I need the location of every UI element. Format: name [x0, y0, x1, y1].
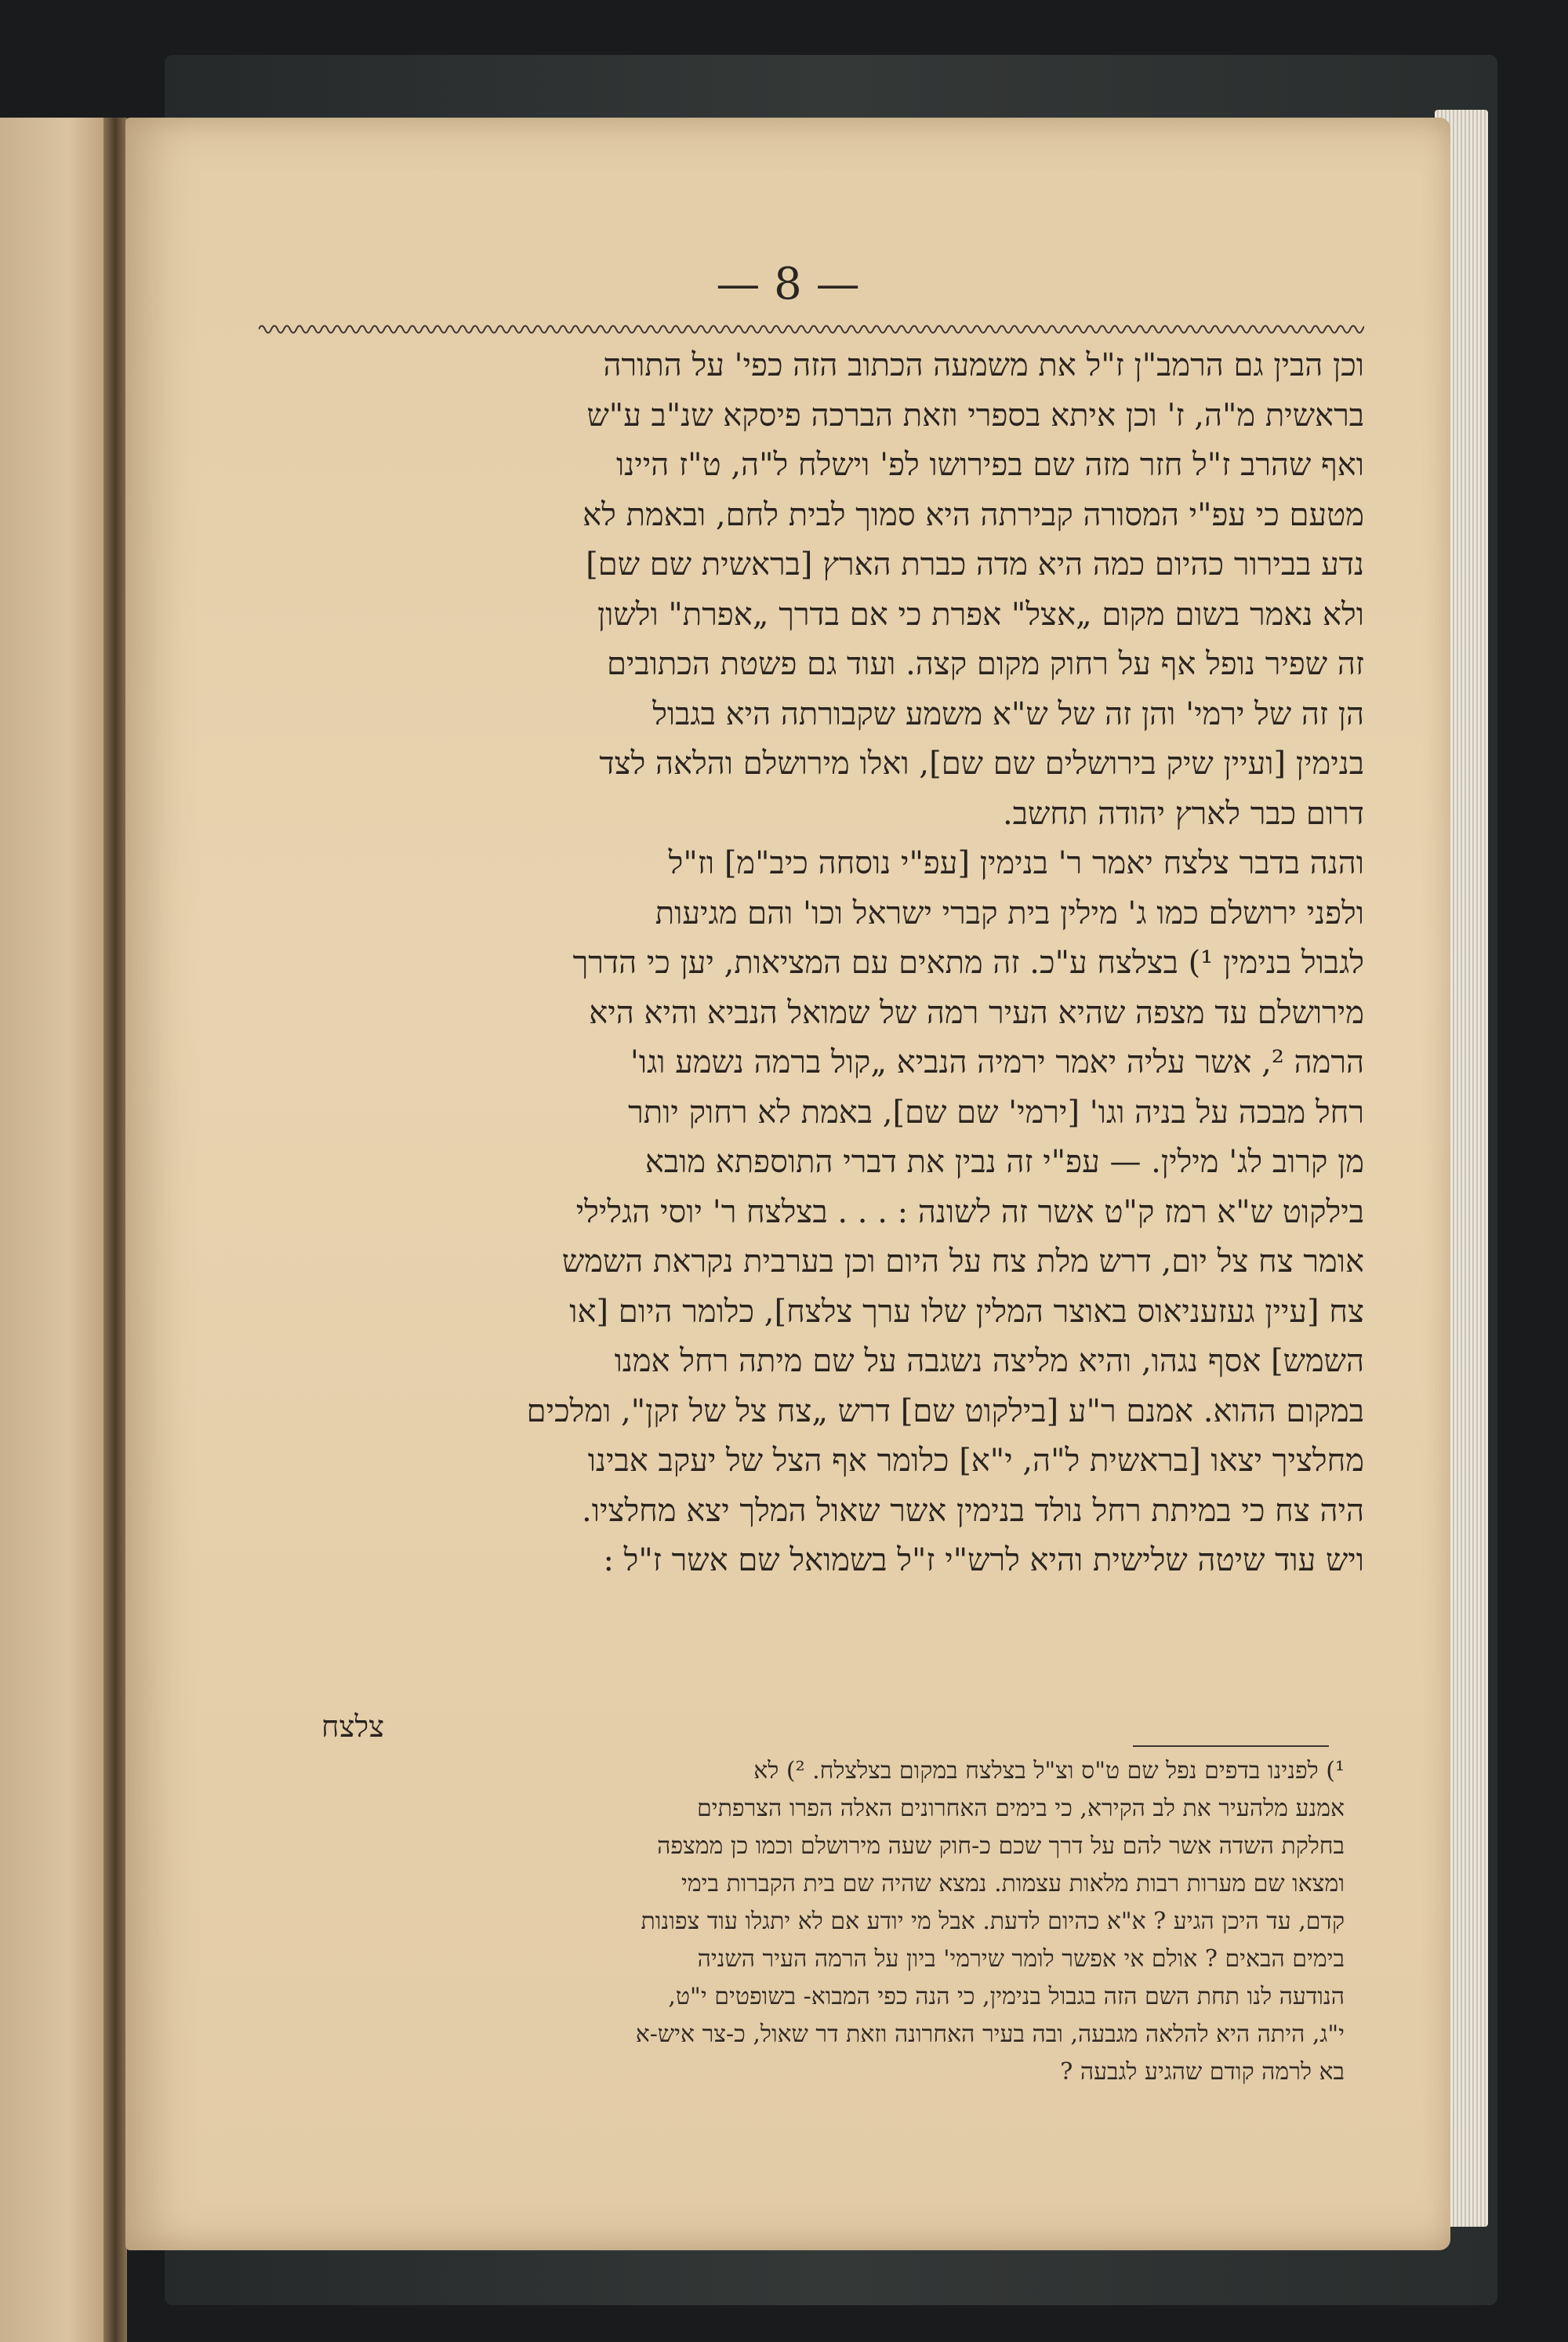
footnote-line: ¹) לפנינו בדפים נפל שם ט"ס וצ"ל בצלצח במקום בצלצלח. ²) לא	[753, 1757, 1345, 1785]
body-line: השמש] אסף נגהו, והיא מליצה נשגבה על שם מיתה רחל אמנו	[614, 1343, 1364, 1379]
body-line: צח [עיין געזעניאוס באוצר המלין שלו ערך צלצח], כלומר היום [או	[569, 1293, 1364, 1330]
body-line: בראשית מ"ה, ז' וכן איתא בספרי וזאת הברכה פיסקא שנ"ב ע"ש	[586, 397, 1364, 434]
catchword: צלצח	[321, 1709, 385, 1744]
body-line: מירושלם עד מצפה שהיא העיר רמה של שמואל הנביא והיא היא	[589, 994, 1364, 1031]
footnote-line: בחלקת השדה אשר להם על דרך שכם כ-חוק שעה מירושלם וכמו כן ממצפה	[657, 1832, 1345, 1860]
body-line: ואף שהרב ז"ל חזר מזה שם בפירושו לפ' וישלח ל"ה, ט"ז היינו	[616, 447, 1364, 483]
body-line: ויש עוד שיטה שלישית והיא לרש"י ז"ל בשמואל שם אשר ז"ל :	[603, 1542, 1364, 1578]
body-line: ולפני ירושלם כמו ג' מילין בית קברי ישראל וכו' והם מגיעות	[655, 895, 1364, 931]
body-line: והנה בדבר צלצח יאמר ר' בנימין [עפ"י נוסחה כיב"מ] וז"ל	[668, 845, 1364, 881]
body-line: רחל מבכה על בניה וגו' [ירמי' שם שם], באמת לא רחוק יותר	[628, 1094, 1364, 1131]
footnote-line: י"ג, היתה היא להלאה מגבעה, ובה בעיר האחרונה וזאת דר שאול, כ-צר איש-א	[635, 2021, 1345, 2048]
body-text	[239, 341, 1364, 1586]
body-line: ולא נאמר בשום מקום „אצל" אפרת כי אם בדרך „אפרת" ולשון	[597, 596, 1364, 633]
footnote-line: אמנע מלהעיר את לב הקירא, כי בימים האחרונים האלה הפרו הצרפתים	[696, 1795, 1345, 1822]
footnote-line: בימים הבאים ? אולם אי אפשר לומר שירמי' ביון על הרמה העיר השניה	[697, 1945, 1345, 1973]
footnote-line: הנודעה לנו תחת השם הזה בגבול בנימין, כי הנה כפי המבוא- בשופטים י"ט,	[668, 1983, 1345, 2010]
body-line: וכן הבין גם הרמב"ן ז"ל את משמעה הכתוב הזה כפי' על התורה	[603, 347, 1364, 383]
footnote-line: ומצאו שם מערות רבות מלאות עצמות. נמצא שהיה שם בית הקברות בימי	[681, 1870, 1345, 1897]
body-line: מן קרוב לג' מילין. — עפ"י זה נבין את דברי התוספתא מובא	[644, 1144, 1364, 1180]
book-gutter	[103, 118, 127, 2342]
body-line: היה צח כי במיתת רחל נולד בנימין אשר שאול המלך יצא מחלציו.	[582, 1492, 1364, 1529]
body-line: דרום כבר לארץ יהודה תחשב.	[1003, 795, 1364, 832]
footnote-line: בא לרמה קודם שהגיע לגבעה ?	[1060, 2058, 1345, 2086]
body-line: מחלציך יצאו [בראשית ל"ה, י"א] כלומר אף הצל של יעקב אבינו	[587, 1443, 1364, 1479]
footnote-rule	[1133, 1745, 1329, 1747]
body-line: במקום ההוא. אמנם ר"ע [בילקוט שם] דרש „צח צל של זקן", ומלכים	[526, 1392, 1364, 1429]
footnote-line: קדם, עד היכן הגיע ? א"א כהיום לדעת. אבל מי יודע אם לא יתגלו עוד צפונות	[641, 1908, 1345, 1935]
body-line: מטעם כי עפ"י המסורה קבירתה היא סמוך לבית לחם, ובאמת לא	[583, 496, 1364, 533]
body-line: בילקוט ש"א רמז ק"ט אשר זה לשונה : . . . בצלצח ר' יוסי הגלילי	[575, 1193, 1364, 1230]
wavy-rule-divider	[259, 318, 1364, 341]
facing-page-edge	[0, 118, 114, 2342]
body-line: זה שפיר נופל אף על רחוק מקום קצה. ועוד גם פשטת הכתובים	[606, 646, 1364, 682]
footnotes	[247, 1752, 1345, 2091]
body-line: הן זה של ירמי' והן זה של ש"א משמע שקבורתה היא בגבול	[652, 695, 1364, 732]
body-line: לגבול בנימין ¹) בצלצח ע"כ. זה מתאים עם המציאות, יען כי הדרך	[572, 945, 1364, 981]
body-line: אומר צח צל יום, דרש מלת צח על היום וכן בערבית נקראת השמש	[561, 1244, 1364, 1280]
page-number: — 8 —	[716, 259, 860, 310]
body-line: הרמה ², אשר עליה יאמר ירמיה הנביא „קול ברמה נשמע וגו'	[630, 1044, 1364, 1080]
body-line: נדע בבירור כהיום כמה היא מדה כברת הארץ [בראשית שם שם]	[586, 546, 1364, 583]
book-page	[125, 118, 1450, 2250]
body-line: בנימין [ועיין שיק בירושלים שם שם], ואלו מירושלם והלאה לצד	[599, 746, 1364, 782]
